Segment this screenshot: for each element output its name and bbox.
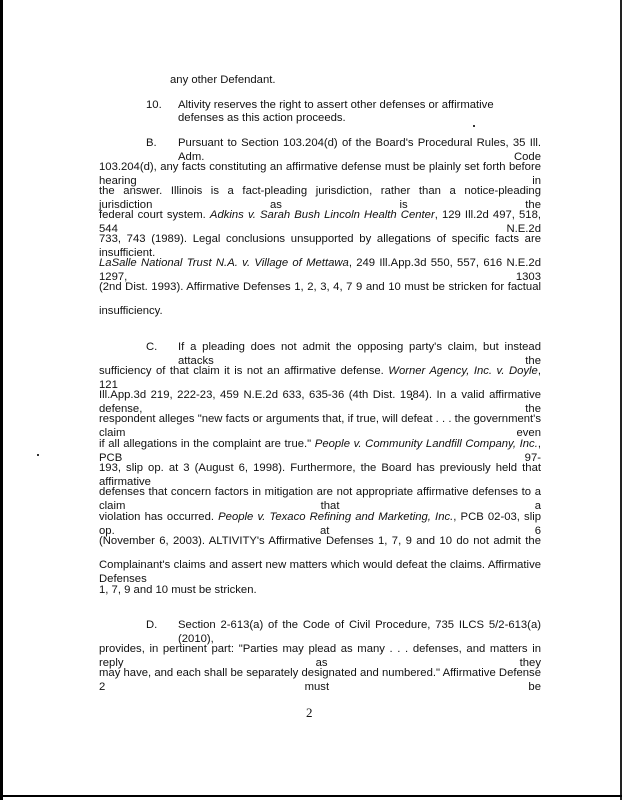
text-segment: Ill.App.3d 219, 222-23, 459 N.E.2d 633, 635-36 (4th Dist. 1984). In a valid affirmative defense, the xyxy=(99,389,541,415)
text-segment: any other Defendant. xyxy=(170,74,276,86)
text-line xyxy=(99,412,541,439)
text-segment: (2nd Dist. 1993). Affirmative Defenses 1, 2, 3, 4, 7 9 and 10 must be stricken for factual xyxy=(99,281,541,293)
text-line xyxy=(99,485,541,512)
text-line xyxy=(99,208,541,235)
text-segment: 1, 7, 9 and 10 must be stricken. xyxy=(99,584,257,596)
text-segment: 10. xyxy=(146,99,162,111)
text-line xyxy=(178,98,494,112)
text-segment: defenses that concern factors in mitigation are not appropriate affirmative defenses to a claim that a xyxy=(99,486,541,512)
text-segment: 193, slip op. at 3 (August 6, 1998). Furthermore, the Board has previously held that affirmative xyxy=(99,462,541,488)
text-line xyxy=(178,340,541,367)
scan-speck xyxy=(473,125,475,127)
text-segment: , PCB 97- xyxy=(99,438,541,464)
text-line xyxy=(146,618,157,632)
text-line xyxy=(99,364,541,391)
text-line xyxy=(178,136,541,163)
text-line xyxy=(99,280,541,294)
text-segment: federal court system. xyxy=(99,209,210,221)
text-segment: , PCB 02-03, slip op. at 6 xyxy=(99,511,542,537)
text-segment: (November 6, 2003). ALTIVITY's Affirmative Defenses 1, 7, 9 and 10 do not admit the xyxy=(99,535,541,547)
text-segment: provides, in pertinent part: "Parties may plead as many . . . defenses, and matters in reply as they xyxy=(99,643,541,669)
scan-speck xyxy=(37,454,39,456)
text-segment: the answer. Illinois is a fact-pleading jurisdiction, rather than a notice-pleading jurisdiction as is the xyxy=(99,185,541,211)
text-segment: violation has occurred. xyxy=(99,511,219,523)
text-line xyxy=(99,642,541,669)
text-line xyxy=(99,160,541,187)
text-segment: sufficiency of that claim it is not an affirmative defense. xyxy=(99,365,389,377)
text-line xyxy=(99,388,541,415)
text-segment: B. xyxy=(146,137,157,149)
text-segment: D. xyxy=(146,619,158,631)
text-segment: , 121 xyxy=(99,365,541,391)
text-line xyxy=(99,232,541,259)
text-line xyxy=(99,558,541,585)
text-segment: If a pleading does not admit the opposing party's claim, but instead attacks the xyxy=(178,341,541,367)
text-line xyxy=(146,340,157,354)
text-segment: if all allegations in the complaint are true." xyxy=(99,438,315,450)
text-line xyxy=(99,461,541,488)
case-citation: LaSalle National Trust N.A. v. Village of Mettawa xyxy=(99,257,349,269)
text-segment: insufficiency. xyxy=(99,305,163,317)
text-line xyxy=(99,510,542,537)
text-segment: may have, and each shall be separately designated and numbered." Affirmative Defense 2 must be xyxy=(99,667,541,693)
text-line xyxy=(99,534,541,548)
case-citation: Adkins v. Sarah Bush Lincoln Health Center xyxy=(209,209,435,221)
text-line xyxy=(99,256,542,283)
text-segment: Section 2-613(a) of the Code of Civil Procedure, 735 ILCS 5/2-613(a) (2010), xyxy=(178,619,541,645)
scan-border-left xyxy=(0,0,3,800)
text-segment: Pursuant to Section 103.204(d) of the Board's Procedural Rules, 35 Ill. Adm. Code xyxy=(178,137,541,163)
text-segment: , 249 Ill.App.3d 550, 557, 616 N.E.2d 1297, 1303 xyxy=(99,257,542,283)
scan-border-bottom xyxy=(0,795,622,797)
text-segment: respondent alleges "new facts or arguments that, if true, will defeat . . . the government's claim even xyxy=(99,413,541,439)
text-line xyxy=(178,618,541,645)
text-segment: defenses as this action proceeds. xyxy=(178,112,346,124)
page-number: 2 xyxy=(306,705,313,720)
text-segment: Altivity reserves the right to assert other defenses or affirmative xyxy=(178,99,494,111)
text-line xyxy=(170,73,276,87)
text-segment: , 129 Ill.2d 497, 518, 544 N.E.2d xyxy=(99,209,541,235)
text-line xyxy=(99,583,257,597)
text-line xyxy=(146,136,157,150)
text-segment: C. xyxy=(146,341,158,353)
text-line xyxy=(99,304,163,318)
text-segment: 103.204(d), any facts constituting an affirmative defense must be plainly set forth before hearing in xyxy=(99,161,541,187)
text-line xyxy=(99,437,541,464)
text-line xyxy=(146,98,162,112)
text-segment: Complainant's claims and assert new matters which would defeat the claims. Affirmative Defenses xyxy=(99,559,541,585)
text-line xyxy=(99,184,541,211)
case-citation: Worner Agency, Inc. v. Doyle xyxy=(388,365,538,377)
case-citation: People v. Community Landfill Company, Inc. xyxy=(314,438,538,450)
case-citation: People v. Texaco Refining and Marketing, Inc. xyxy=(218,511,454,523)
text-line xyxy=(99,666,541,693)
text-line xyxy=(178,111,346,125)
text-segment: 733, 743 (1989). Legal conclusions unsupported by allegations of specific facts are insufficient. xyxy=(99,233,541,259)
